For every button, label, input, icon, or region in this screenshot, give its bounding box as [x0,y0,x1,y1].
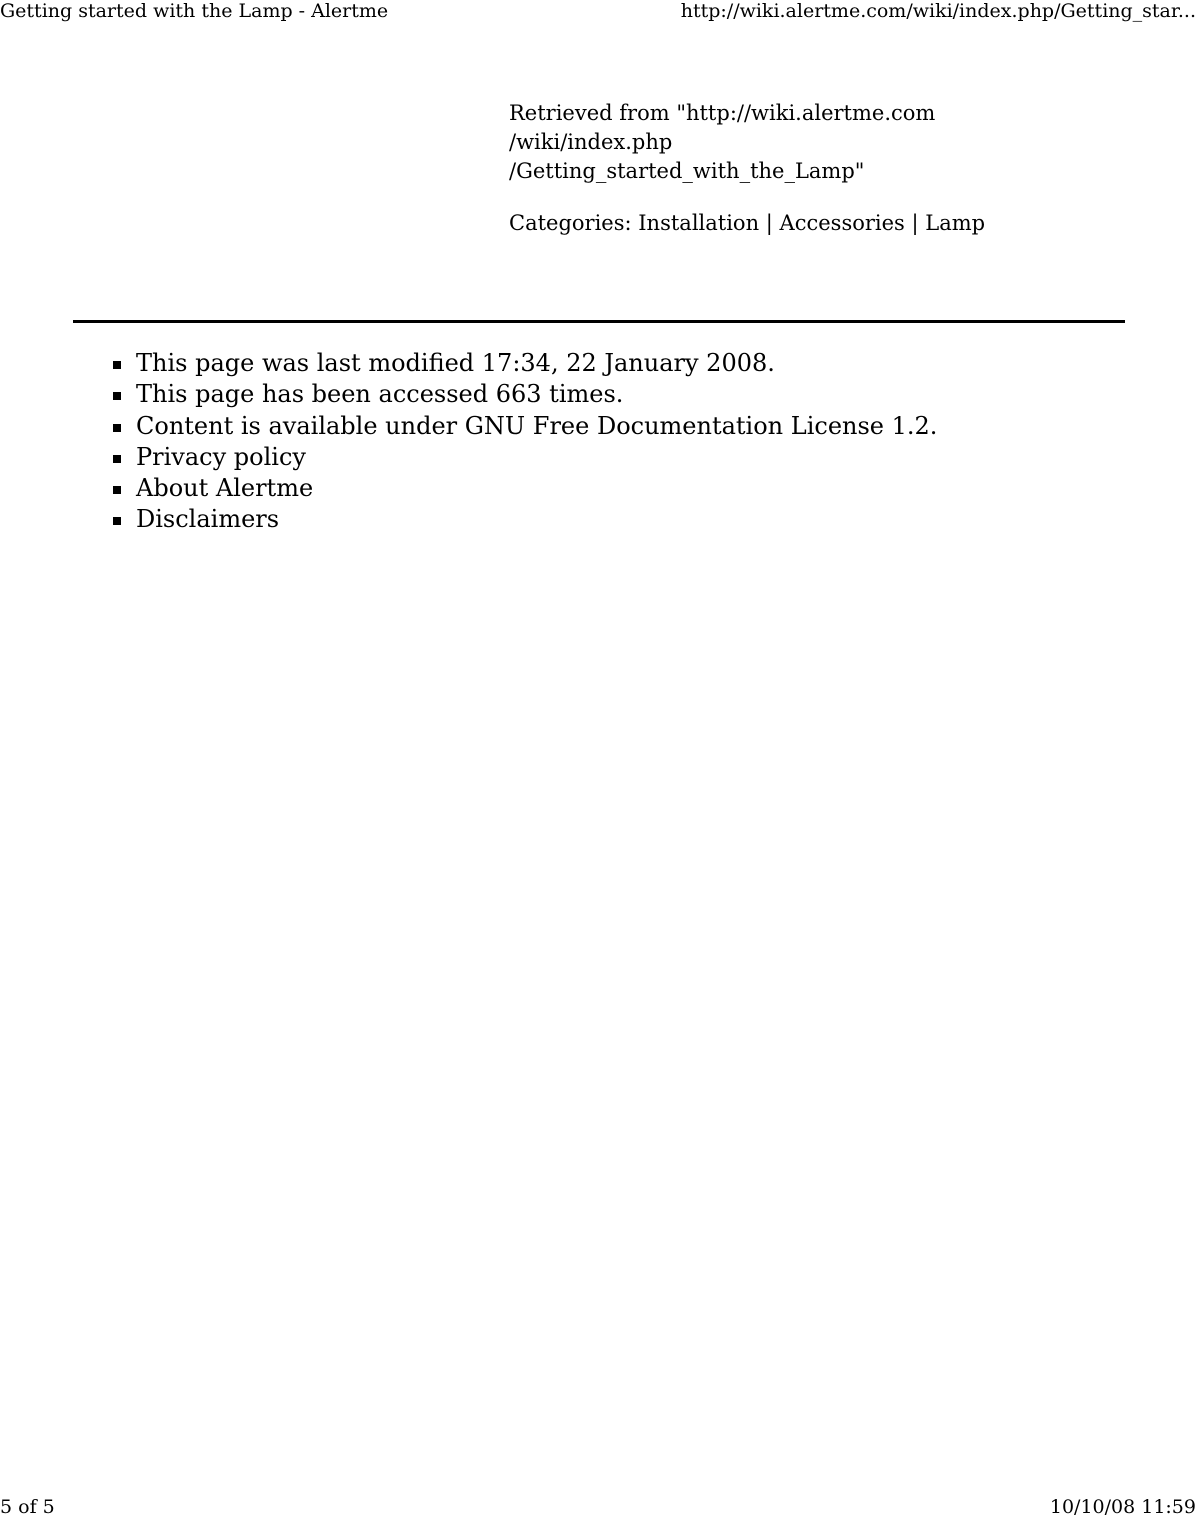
categories-label: Categories: [509,211,639,235]
disclaimers-link[interactable]: Disclaimers [136,505,280,534]
footer-item-license [111,411,937,442]
privacy-policy-link[interactable]: Privacy policy [136,442,306,471]
retrieved-from-notice [509,99,999,186]
print-header-title: Getting started with the Lamp - Alertme [0,0,389,22]
license-text: Content is available under GNU Free Documentation License 1.2. [136,411,938,440]
print-header-url: http://wiki.alertme.com/wiki/index.php/Getting_star... [680,0,1196,22]
footer-item-about [111,473,937,504]
print-page-number: 5 of 5 [0,1496,55,1518]
last-modified-text: This page was last modified 17:34, 22 January 2008. [136,349,775,377]
category-link-lamp[interactable]: Lamp [925,211,986,235]
category-separator: | [904,211,926,235]
bullet-icon [113,455,121,463]
category-link-accessories[interactable]: Accessories [779,211,905,235]
bullet-icon [113,517,121,525]
category-links [509,209,999,237]
about-link[interactable]: About Alertme [136,474,314,503]
footer-divider [73,320,1125,323]
bullet-icon [113,392,121,400]
bullet-icon [113,424,121,432]
bullet-icon [113,361,121,369]
footer-item-accessed [111,379,937,410]
print-datetime: 10/10/08 11:59 [1049,1496,1196,1518]
footer-item-last-modified [111,348,937,379]
footer-item-disclaimers [111,504,937,535]
footer-info-list [111,348,937,536]
category-separator: | [759,211,780,235]
retrieved-line-2: /wiki/index.php [509,130,673,154]
access-count-text: This page has been accessed 663 times. [136,380,624,409]
bullet-icon [113,486,121,494]
category-link-installation[interactable]: Installation [638,211,760,235]
retrieved-line-1: Retrieved from "http://wiki.alertme.com [509,101,936,125]
footer-item-privacy [111,442,937,473]
retrieved-line-3: /Getting_started_with_the_Lamp" [509,159,865,183]
